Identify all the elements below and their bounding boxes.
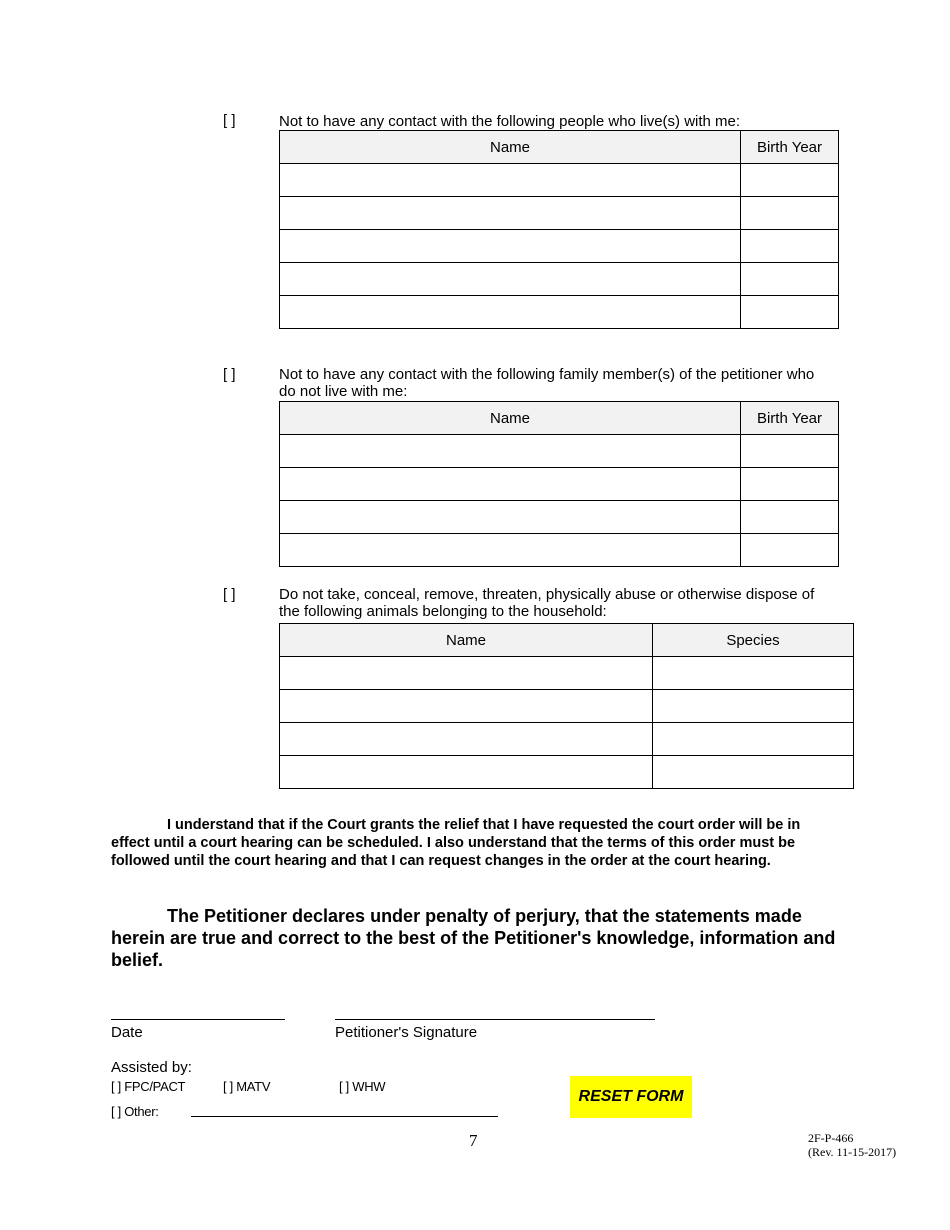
whw-checkbox[interactable]: [ ] xyxy=(339,1079,349,1094)
date-line[interactable] xyxy=(111,1019,285,1020)
name-cell[interactable] xyxy=(280,468,741,501)
date-label: Date xyxy=(111,1024,143,1041)
name-cell[interactable] xyxy=(280,756,653,789)
signature-line[interactable] xyxy=(335,1019,655,1020)
name-cell[interactable] xyxy=(280,690,653,723)
checkbox-no-contact-household[interactable]: [ ] xyxy=(223,112,236,129)
header-species: Species xyxy=(653,624,854,657)
household-contacts-table xyxy=(279,130,839,329)
birth-year-cell[interactable] xyxy=(741,263,839,296)
birth-year-cell[interactable] xyxy=(741,534,839,567)
birth-year-cell[interactable] xyxy=(741,230,839,263)
animals-table xyxy=(279,623,854,789)
whw-option[interactable] xyxy=(339,1079,385,1094)
birth-year-cell[interactable] xyxy=(741,468,839,501)
birth-year-cell[interactable] xyxy=(741,501,839,534)
matv-checkbox[interactable]: [ ] xyxy=(223,1079,233,1094)
name-cell[interactable] xyxy=(280,263,741,296)
header-name: Name xyxy=(280,131,741,164)
matv-option[interactable] xyxy=(223,1079,270,1094)
understanding-paragraph: I understand that if the Court grants the relief that I have requested the court order will be in effect until a court hearing can be scheduled. I also understand that the terms of this order must be followed until the court hearing and that I can request changes in the order at the court hearing. xyxy=(111,817,801,869)
name-cell[interactable] xyxy=(280,296,741,329)
name-cell[interactable] xyxy=(280,197,741,230)
animals-text xyxy=(279,586,849,620)
species-cell[interactable] xyxy=(653,690,854,723)
assisted-by-label: Assisted by: xyxy=(111,1059,192,1076)
birth-year-cell[interactable] xyxy=(741,164,839,197)
name-cell[interactable] xyxy=(280,534,741,567)
name-cell[interactable] xyxy=(280,657,653,690)
birth-year-cell[interactable] xyxy=(741,197,839,230)
name-cell[interactable] xyxy=(280,230,741,263)
name-cell[interactable] xyxy=(280,435,741,468)
signature-label: Petitioner's Signature xyxy=(335,1024,478,1041)
species-cell[interactable] xyxy=(653,756,854,789)
birth-year-cell[interactable] xyxy=(741,296,839,329)
header-birth-year: Birth Year xyxy=(741,402,839,435)
declaration-paragraph: The Petitioner declares under penalty of perjury, that the statements made herein are true and correct to the best of the Petitioner's knowledge, information and belief. xyxy=(111,906,836,970)
whw-label: WHW xyxy=(352,1079,386,1094)
birth-year-cell[interactable] xyxy=(741,435,839,468)
form-number: 2F-P-466 xyxy=(808,1131,854,1145)
species-cell[interactable] xyxy=(653,723,854,756)
other-line[interactable] xyxy=(191,1116,498,1117)
revision-date: (Rev. 11-15-2017) xyxy=(808,1145,897,1159)
checkbox-no-contact-family[interactable]: [ ] xyxy=(223,366,236,383)
matv-label: MATV xyxy=(236,1079,271,1094)
other-label: Other: xyxy=(124,1104,159,1119)
species-cell[interactable] xyxy=(653,657,854,690)
no-contact-family-line2: do not live with me: xyxy=(279,383,408,400)
fpc-pact-checkbox[interactable]: [ ] xyxy=(111,1079,121,1094)
no-contact-family-text xyxy=(279,366,849,400)
checkbox-animals[interactable]: [ ] xyxy=(223,586,236,603)
animals-line1: Do not take, conceal, remove, threaten, physically abuse or otherwise dispose of xyxy=(279,586,815,603)
fpc-pact-option[interactable] xyxy=(111,1079,185,1094)
reset-form-button[interactable]: RESET FORM xyxy=(570,1076,692,1118)
name-cell[interactable] xyxy=(280,723,653,756)
header-birth-year: Birth Year xyxy=(741,131,839,164)
page-number: 7 xyxy=(469,1131,478,1150)
header-name: Name xyxy=(280,402,741,435)
other-option[interactable] xyxy=(111,1104,159,1119)
animals-line2: the following animals belonging to the household: xyxy=(279,603,607,620)
form-number-block xyxy=(808,1131,896,1159)
no-contact-household-text: Not to have any contact with the following people who live(s) with me: xyxy=(279,113,741,130)
name-cell[interactable] xyxy=(280,501,741,534)
other-checkbox[interactable]: [ ] xyxy=(111,1104,121,1119)
no-contact-family-line1: Not to have any contact with the following family member(s) of the petitioner who xyxy=(279,366,815,383)
fpc-pact-label: FPC/PACT xyxy=(124,1079,186,1094)
header-name: Name xyxy=(280,624,653,657)
name-cell[interactable] xyxy=(280,164,741,197)
family-contacts-table xyxy=(279,401,839,567)
